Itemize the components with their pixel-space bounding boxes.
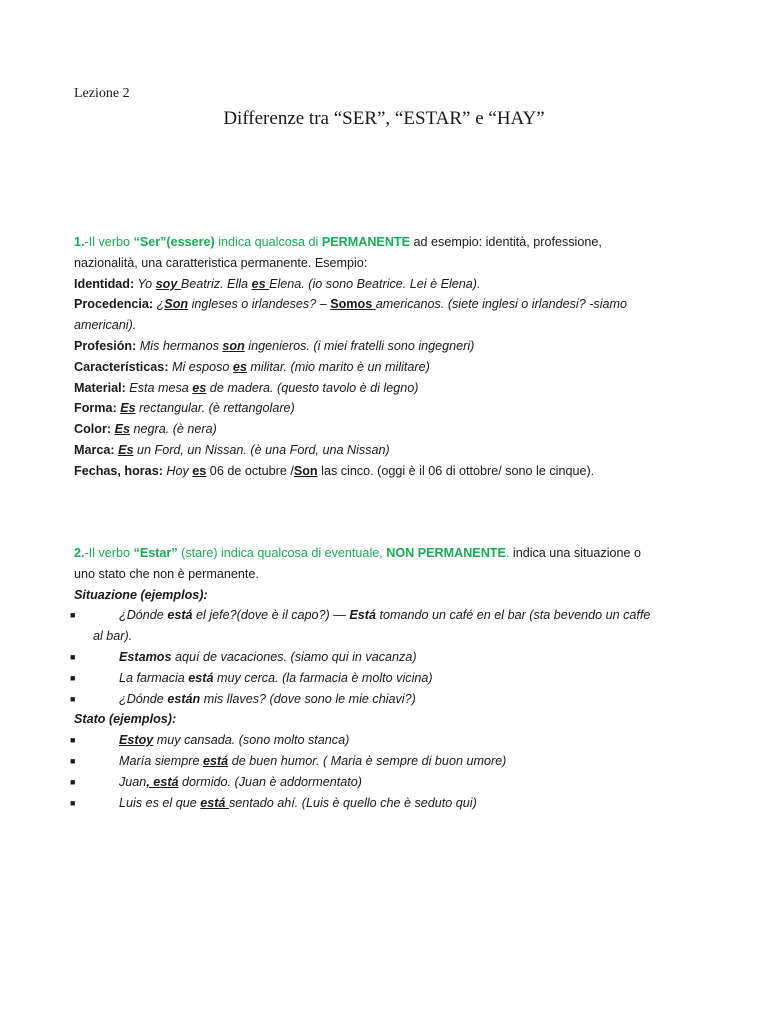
intro-text: -Il verbo xyxy=(84,235,134,249)
example-text: un Ford, un Nissan. (è una Ford, una Nissan) xyxy=(133,442,390,457)
example-text: Beatriz. Ella xyxy=(180,276,252,291)
verb-form: son xyxy=(222,338,245,353)
intro-text: indica una situazione o xyxy=(509,546,642,560)
situazione-heading: Situazione (ejemplos): xyxy=(74,587,208,602)
stato-heading: Stato (ejemplos): xyxy=(74,712,177,727)
example-color xyxy=(74,419,694,440)
stato-list xyxy=(70,730,694,813)
example-label: Identidad: xyxy=(74,276,135,291)
example-forma xyxy=(74,398,694,419)
example-text: ¿Dónde xyxy=(119,691,168,706)
verb-ser: “Ser” xyxy=(133,235,167,249)
square-bullet-icon: ■ xyxy=(70,735,76,746)
example-text: americanos. (siete inglesi o irlandesi? -siamo xyxy=(375,297,628,312)
estar-intro-line-2: uno stato che non è permanente. xyxy=(74,566,259,581)
intro-text: . xyxy=(505,546,510,560)
verb-form: Son xyxy=(164,297,189,312)
square-bullet-icon: ■ xyxy=(70,755,76,766)
lesson-label: Lezione 2 xyxy=(74,86,130,101)
list-item xyxy=(70,772,694,793)
example-label: Procedencia: xyxy=(74,297,154,312)
verb-form: , está xyxy=(146,774,179,789)
keyword-non-permanente: NON PERMANENTE xyxy=(386,546,506,560)
example-caracteristicas xyxy=(74,357,694,378)
verb-form: está xyxy=(188,670,214,685)
square-bullet-icon: ■ xyxy=(70,797,76,808)
example-label: Características: xyxy=(74,359,169,374)
example-label: Marca: xyxy=(74,442,115,457)
verb-form: es xyxy=(232,359,247,374)
situazione-list xyxy=(70,605,694,709)
list-item xyxy=(70,730,694,751)
example-text: Mis hermanos xyxy=(136,338,223,353)
section-estar xyxy=(70,543,694,813)
verb-form: está xyxy=(167,608,193,623)
example-text: el jefe?(dove è il capo?) — xyxy=(192,608,350,623)
verb-form: Estoy xyxy=(119,733,154,748)
example-marca xyxy=(74,440,694,461)
example-text: muy cansada. (sono molto stanca) xyxy=(153,733,350,748)
example-text: mis llaves? (dove sono le mie chiavi?) xyxy=(200,691,416,706)
verb-form: Son xyxy=(293,463,318,478)
verb-translation: (essere) xyxy=(166,235,215,249)
example-text: de buen humor. ( Maria è sempre di buon umore) xyxy=(228,753,507,768)
example-label: Fechas, horas: xyxy=(74,463,163,478)
verb-estar: “Estar” xyxy=(133,546,178,560)
verb-form: es xyxy=(192,463,207,478)
example-text: muy cerca. (la farmacia è molto vicina) xyxy=(213,670,433,685)
square-bullet-icon: ■ xyxy=(70,651,76,662)
square-bullet-icon: ■ xyxy=(70,610,76,621)
list-item-continuation: al bar). xyxy=(93,629,133,644)
verb-form: Somos xyxy=(330,297,376,312)
intro-text: -Il verbo xyxy=(84,546,134,560)
section-ser xyxy=(74,232,694,482)
example-text: sentado ahí. (Luis è quello che è seduto qui) xyxy=(228,795,477,810)
verb-form: Está xyxy=(349,608,376,623)
example-text: ¿ xyxy=(153,297,165,312)
example-text: Esta mesa xyxy=(125,380,193,395)
example-label: Forma: xyxy=(74,401,117,416)
page-title: Differenze tra “SER”, “ESTAR” e “HAY” xyxy=(223,108,545,129)
keyword-permanente: PERMANENTE xyxy=(321,235,411,249)
example-text: ¿Dónde xyxy=(119,608,168,623)
section-number: 2. xyxy=(74,546,85,560)
intro-text: indica qualcosa di xyxy=(214,235,322,249)
example-procedencia-cont: americani). xyxy=(74,318,137,333)
example-text: Elena. (io sono Beatrice. Lei è Elena). xyxy=(269,276,481,291)
list-item xyxy=(70,605,694,626)
example-text: Juan xyxy=(119,774,147,789)
example-fechas xyxy=(74,461,694,482)
verb-form: está xyxy=(200,795,229,810)
example-text: de madera. (questo tavolo è di legno) xyxy=(206,380,419,395)
example-label: Color: xyxy=(74,422,112,437)
square-bullet-icon: ■ xyxy=(70,776,76,787)
example-identidad xyxy=(74,274,694,295)
intro-text: ad esempio: identità, professione, xyxy=(410,235,602,249)
example-text: dormido. (Juan è addormentato) xyxy=(178,774,362,789)
example-label: Material: xyxy=(74,380,126,395)
example-label: Profesión: xyxy=(74,338,137,353)
example-text: ingenieros. (i miei fratelli sono ingegneri) xyxy=(244,338,475,353)
example-text: María siempre xyxy=(119,753,203,768)
list-item xyxy=(70,647,694,668)
verb-form: está xyxy=(202,753,229,768)
section-number: 1. xyxy=(74,235,85,249)
example-text: Luis es el que xyxy=(119,795,201,810)
example-text: aquí de vacaciones. (siamo qui in vacanza) xyxy=(171,649,417,664)
example-text: 06 de octubre / xyxy=(206,463,294,478)
ser-intro-line-2: nazionalità, una caratteristica permanente. Esempio: xyxy=(74,255,368,270)
example-text: negra. (è nera) xyxy=(129,422,217,437)
ser-intro-line xyxy=(74,232,694,253)
example-text: rectangular. (è rettangolare) xyxy=(135,401,295,416)
example-text: ingleses o irlandeses? – xyxy=(188,297,331,312)
verb-form: soy xyxy=(155,276,181,291)
verb-form: Es xyxy=(118,442,134,457)
example-text: La farmacia xyxy=(119,670,189,685)
square-bullet-icon: ■ xyxy=(70,672,76,683)
list-item xyxy=(70,668,694,689)
verb-form: Es xyxy=(114,422,130,437)
intro-text: (stare) indica qualcosa di eventuale, xyxy=(177,546,387,560)
list-item xyxy=(70,689,694,710)
example-material xyxy=(74,378,694,399)
square-bullet-icon: ■ xyxy=(70,693,76,704)
verb-form: Estamos xyxy=(119,649,172,664)
estar-intro-line xyxy=(74,543,694,564)
list-item xyxy=(70,793,694,814)
verb-form: es xyxy=(192,380,207,395)
verb-form: Es xyxy=(120,401,136,416)
list-item xyxy=(70,751,694,772)
example-text: militar. (mio marito è un militare) xyxy=(246,359,430,374)
example-text: Hoy xyxy=(162,463,193,478)
example-text: Yo xyxy=(134,276,156,291)
example-profesion xyxy=(74,336,694,357)
example-procedencia xyxy=(74,294,694,315)
example-text: Mi esposo xyxy=(168,359,233,374)
example-text: tomando un café en el bar (sta bevendo un caffe xyxy=(375,608,651,623)
example-text: las cinco. (oggi è il 06 di ottobre/ sono le cinque). xyxy=(317,463,595,478)
verb-form: es xyxy=(251,276,270,291)
verb-form: están xyxy=(167,691,201,706)
